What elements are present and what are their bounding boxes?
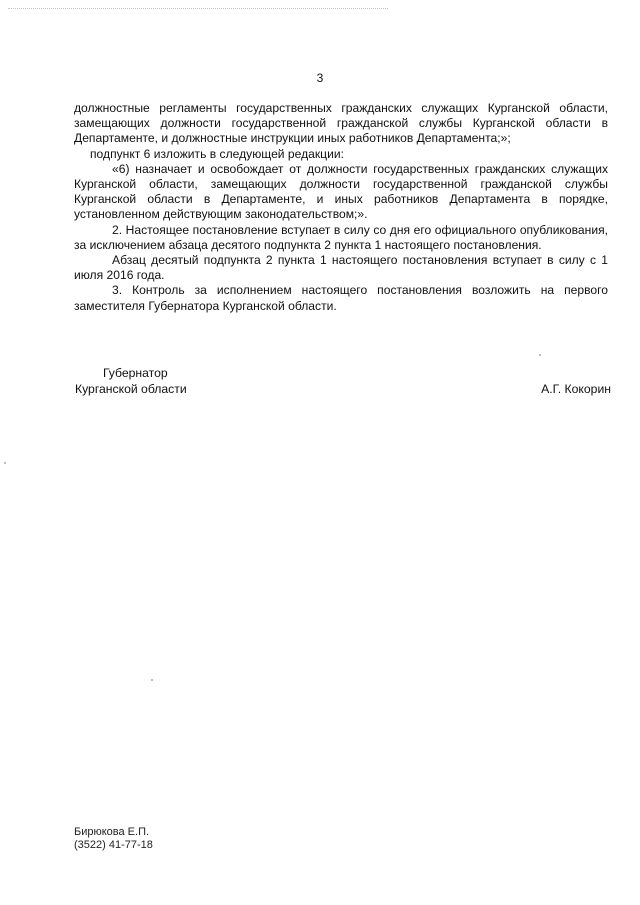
body-paragraph: «6) назначает и освобождает от должности государственных гражданских служащих Курганской области, замещающих должности государственной гражданской службы Курганской области в Департаменте, и иных работников Департамента в порядке, установленном действующим законодательством;». <box>74 161 608 222</box>
body-paragraph: должностные регламенты государственных гражданских служащих Курганской области, замещающих должности государственной гражданской службы Курганской области в Департаменте, и должностные инструкции иных работников Департамента;»; <box>74 101 608 146</box>
scan-speck <box>4 462 6 464</box>
signatory-position <box>75 366 187 397</box>
scan-speck <box>539 354 541 356</box>
scan-speck <box>151 679 153 681</box>
body-paragraph: 3. Контроль за исполнением настоящего постановления возложить на первого заместителя Губернатора Курганской области. <box>74 283 608 313</box>
scan-edge-artifact <box>8 8 388 11</box>
document-body <box>74 101 608 314</box>
signatory-name: А.Г. Кокорин <box>541 382 611 396</box>
executor-name: Бирюкова Е.П. <box>74 826 150 838</box>
body-paragraph: подпункт 6 изложить в следующей редакции: <box>90 146 344 161</box>
signatory-position-line: Губернатор <box>103 366 168 380</box>
signatory-position-line: Курганской области <box>75 381 187 396</box>
executor-phone: (3522) 41-77-18 <box>74 839 153 851</box>
body-paragraph: 2. Настоящее постановление вступает в силу со дня его официального опубликования, за исключением абзаца десятого подпункта 2 пункта 1 настоящего постановления. <box>74 222 608 252</box>
executor-info <box>74 826 153 852</box>
body-paragraph: Абзац десятый подпункта 2 пункта 1 настоящего постановления вступает в силу с 1 июля 2016 года. <box>74 253 608 283</box>
page-number: 3 <box>316 71 324 85</box>
